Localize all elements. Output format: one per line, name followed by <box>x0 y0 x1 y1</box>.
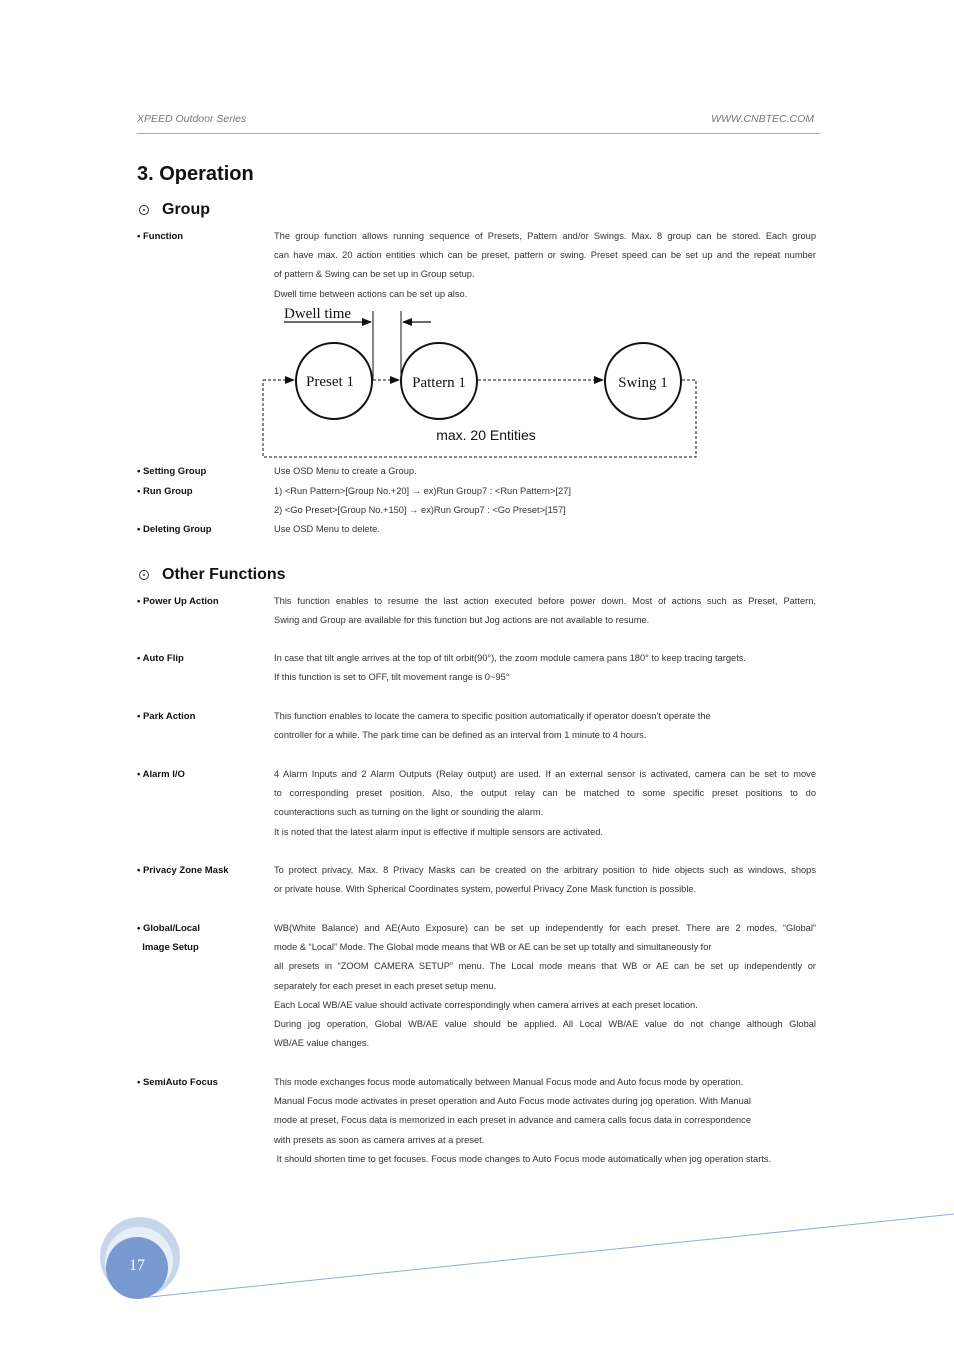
group-label-run: • Run Group <box>137 486 193 497</box>
group-label-deleting: • Deleting Group <box>137 524 212 535</box>
group-text-deleting: Use OSD Menu to delete. <box>274 524 380 534</box>
group-label-function: • Function <box>137 231 184 242</box>
other-text-park: This function enables to locate the camera to specific position automatically if operator doesn’t operate the controller for a while. The park time can be defined as an interval from 1 minute to 4 hours. <box>274 711 711 741</box>
page-title: 3. Operation <box>137 163 254 185</box>
other-text-power-up: This function enables to resume the last action executed before power down. Most of actions such as Preset, Pattern, Swing and Group are available for this function but Jog actions are not available to resume. <box>274 596 816 626</box>
page-number: 17 <box>129 1257 145 1274</box>
group-text-run: 1) <Run Pattern>[Group No.+20] → ex)Run Group7 : <Run Pattern>[27] 2) <Go Preset>[Group No.+150] → ex)Run Group7 : <Go Preset>[157] <box>274 486 571 516</box>
group-label-setting: • Setting Group <box>137 466 207 477</box>
section-group-title: Group <box>162 201 210 218</box>
other-label-semiauto: • SemiAuto Focus <box>137 1077 218 1088</box>
group-diagram <box>0 0 954 470</box>
other-label-power-up: • Power Up Action <box>137 596 219 607</box>
pattern-node-label: Pattern 1 <box>412 375 466 391</box>
circle-dot-icon <box>139 570 149 580</box>
section-other-heading <box>139 566 286 584</box>
section-other-title: Other Functions <box>162 566 286 583</box>
preset-node-label: Preset 1 <box>306 374 354 390</box>
other-text-alarm: 4 Alarm Inputs and 2 Alarm Outputs (Relay output) are used. If an external sensor is activated, camera can be set to move to corresponding preset position. Also, the output relay can be matched to some specific preset positions to do counteractions such as turning on the light or sounding the alarm. It is noted that the latest alarm input is effective if multiple sensors are activated. <box>274 769 816 837</box>
entities-caption: max. 20 Entities <box>436 427 536 443</box>
other-text-global-local: WB(White Balance) and AE(Auto Exposure) can be set up independently for each preset. There are 2 modes, “Global” mode & “Local” Mode. The Global mode means that WB or AE can be set up totally and simultaneously for all presets in “ZOOM CAMERA SETUP” menu. The Local mode means that WB or AE can be set up independently or separately for each preset in each preset setup menu. Each Local WB/AE value should activate correspondingly when camera arrives at each preset location. During jog operation, Global WB/AE value should be applied. All Local WB/AE value do not change although Global WB/AE value changes. <box>274 923 816 1049</box>
dwell-time-label: Dwell time <box>284 306 352 322</box>
group-text-setting: Use OSD Menu to create a Group. <box>274 466 417 476</box>
other-label-global-local: • Global/Local Image Setup <box>137 923 200 953</box>
header-title: XPEED Outdoor Series <box>137 113 247 125</box>
other-label-alarm: • Alarm I/O <box>137 769 185 780</box>
other-label-auto-flip: • Auto Flip <box>137 653 184 664</box>
other-label-privacy: • Privacy Zone Mask <box>137 865 229 876</box>
other-label-park: • Park Action <box>137 711 196 722</box>
group-text-function: The group function allows running sequence of Presets, Pattern and/or Swings. Max. 8 group can be stored. Each group can have max. 20 action entities which can be preset, pattern or swing. Preset speed can be set up and the repeat number of pattern & Swing can be set up in Group setup. Dwell time between actions can be set up also. <box>274 231 816 299</box>
other-text-semiauto: This mode exchanges focus mode automatically between Manual Focus mode and Auto focus mode by operation. Manual Focus mode activates in preset operation and Auto Focus mode activates during jog operation. With Manual mode at preset, Focus data is memorized in each preset in advance and camera calls focus data in correspondence with presets as soon as camera arrives at a preset. It should shorten time to get focuses. Focus mode changes to Auto Focus mode automatically when jog operation starts. <box>274 1077 772 1164</box>
header-url: WWW.CNBTEC.COM <box>711 113 814 125</box>
other-text-privacy: To protect privacy, Max. 8 Privacy Masks can be created on the arbitrary position to hide objects such as windows, shops or private house. With Spherical Coordinates system, powerful Privacy Zone Mask function is possible. <box>274 865 816 895</box>
other-text-auto-flip: In case that tilt angle arrives at the top of tilt orbit(90°), the zoom module camera pans 180° to keep tracing targets. If this function is set to OFF, tilt movement range is 0~95° <box>274 653 747 683</box>
swing-node-label: Swing 1 <box>618 375 668 391</box>
